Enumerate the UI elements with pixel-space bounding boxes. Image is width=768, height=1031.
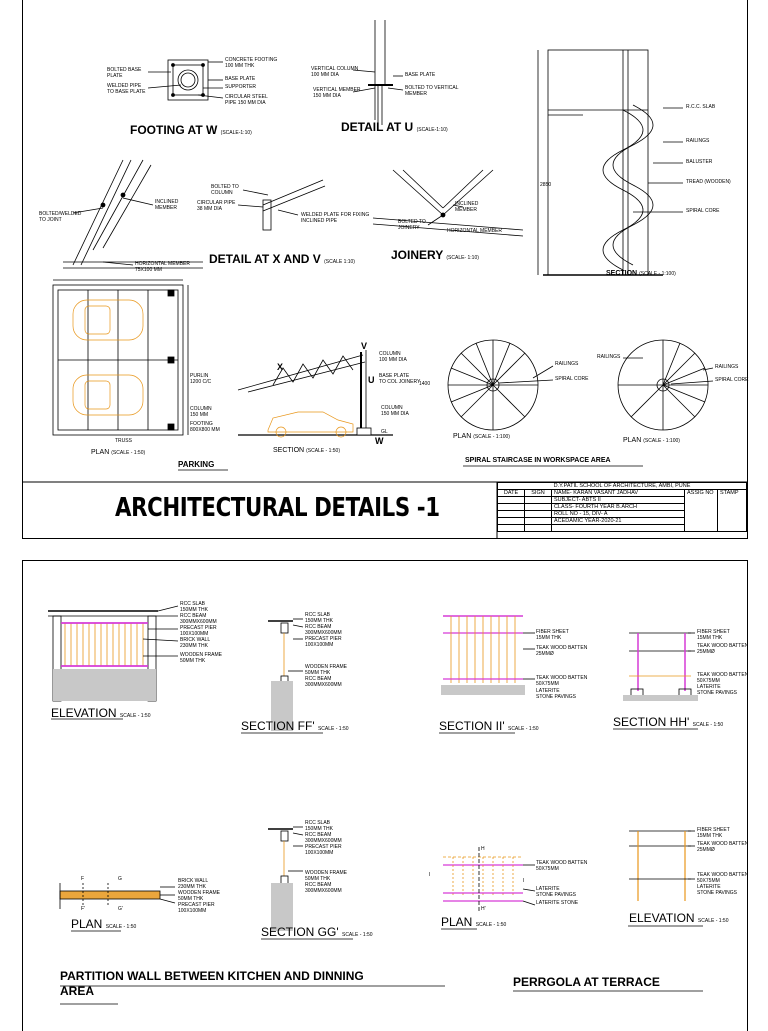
- parking-plan-label: COLUMN 150 MM: [190, 406, 212, 418]
- stair-section-label: BALUSTER: [686, 159, 713, 165]
- sheet-2-drawings: [23, 561, 747, 1031]
- pergola-plan-title: PLAN SCALE - 1:50: [441, 915, 507, 929]
- pergola-plan-label: LATERITE STONE PAVINGS: [536, 886, 577, 898]
- parking-plan-label: TRUSS: [115, 438, 132, 444]
- footing-label: BASE PLATE: [225, 76, 256, 82]
- marker-h: H: [481, 846, 485, 852]
- stair-section-drawing: [538, 50, 683, 275]
- title-block: [497, 482, 747, 532]
- section-hh-label: FIBER SHEET 15MM THK: [697, 629, 730, 641]
- marker-w: W: [375, 436, 384, 446]
- stair-plan-2-title: PLAN (SCALE - 1:100): [623, 437, 680, 444]
- detail-xv-label: HORIZONTAL MEMBER 75X100 MM: [135, 261, 191, 273]
- partition-elev-label: RCC BEAM 300MMX600MM: [180, 613, 217, 625]
- partition-elevation-title: ELEVATION SCALE - 1:50: [51, 706, 151, 720]
- section-ff-label: RCC BEAM 300MMX600MM: [305, 676, 342, 688]
- parking-section-label: COLUMN 150 MM DIA: [381, 405, 409, 417]
- stair-plan-2-label: SPIRAL CORE: [715, 377, 749, 383]
- marker-f-prime: F': [81, 906, 86, 912]
- pergola-elev-label: TEAK WOOD BATTEN 25MMØ: [697, 841, 749, 853]
- stair-plan-1-drawing: [448, 340, 553, 430]
- stair-plan-2-label: RAILINGS: [715, 364, 739, 370]
- parking-caption: PARKING: [178, 460, 215, 469]
- section-gg-label: WOODEN FRAME 50MM THK: [305, 870, 347, 882]
- partition-elev-label: BRICK WALL 230MM THK: [180, 637, 211, 649]
- academic-year: ACEDAMIC YEAR-2020-21: [552, 518, 685, 525]
- footing-label: CONCRETE FOOTING 100 MM THK: [225, 57, 278, 69]
- stair-section-label: RAILINGS: [686, 138, 710, 144]
- section-hh-title: SECTION HH' SCALE - 1:50: [613, 715, 724, 729]
- pergola-caption: PERRGOLA AT TERRACE: [513, 975, 660, 989]
- marker-f: F: [81, 876, 85, 882]
- marker-x: X: [277, 362, 284, 372]
- marker-v: V: [361, 341, 368, 351]
- partition-elev-label: RCC SLAB 150MM THK: [180, 601, 208, 613]
- parking-plan-drawing: [53, 280, 188, 435]
- parking-plan-title: PLAN (SCALE - 1:50): [91, 449, 146, 456]
- section-ii-label: TEAK WOOD BATTEN 50X75MM: [536, 675, 588, 687]
- section-ii-title: SECTION II' SCALE - 1:50: [439, 719, 539, 733]
- section-gg-drawing: [268, 827, 303, 931]
- section-ii-label: LATERITE STONE PAVINGS: [536, 688, 577, 700]
- section-ff-label: RCC BEAM 300MMX600MM: [305, 624, 342, 636]
- section-ii-drawing: [441, 616, 535, 695]
- footing-label: WELDED PIPE TO BASE PLATE: [107, 83, 146, 95]
- section-ff-drawing: [268, 619, 303, 731]
- stair-plan-1-title: PLAN (SCALE - 1:100): [453, 433, 510, 440]
- class: CLASS- FOURTH YEAR B.ARCH: [552, 504, 685, 511]
- footing-w-drawing: [148, 60, 223, 100]
- sign-header: SIGN: [525, 490, 552, 497]
- joinery-drawing: [373, 170, 523, 236]
- partition-elev-label: WOODEN FRAME 50MM THK: [180, 652, 222, 664]
- detail-u-title: DETAIL AT U (SCALE-1:10): [341, 120, 448, 134]
- roll-no: ROLL NO - 15, DIV- A: [552, 511, 685, 518]
- stair-plan-1-dimension: 1400: [419, 381, 431, 387]
- detail-xv-label: INCLINED MEMBER: [155, 199, 179, 211]
- detail-u-label: VERTICAL COLUMN 100 MM DIA: [311, 66, 359, 78]
- stair-plan-2-label: RAILINGS: [597, 354, 621, 360]
- detail-xv-label: BOLTED/WELDED TO JOINT: [39, 211, 82, 223]
- section-hh-drawing: [623, 633, 698, 701]
- sheet-1-drawings: [23, 0, 747, 538]
- parking-section-title: SECTION (SCALE - 1:50): [273, 447, 340, 454]
- pergola-elev-label: TEAK WOOD BATTEN 50X75MM: [697, 872, 749, 884]
- stair-plan-1-label: RAILINGS: [555, 361, 579, 367]
- partition-caption: PARTITION WALL BETWEEN KITCHEN AND DINNING AREA: [60, 969, 364, 998]
- partition-elevation-drawing: [48, 606, 178, 701]
- partition-plan-label: PRECAST PIER 100X100MM: [178, 902, 215, 914]
- pergola-elevation-title: ELEVATION SCALE - 1:50: [629, 911, 729, 925]
- school-name: D.Y.PATIL SCHOOL OF ARCHITECTURE, AMBI, PUNE: [498, 483, 747, 490]
- marker-h-prime: H': [481, 906, 486, 912]
- stair-plan-1-label: SPIRAL CORE: [555, 376, 589, 382]
- footing-label: BOLTED BASE PLATE: [107, 67, 142, 79]
- pergola-plan-drawing: [443, 847, 535, 911]
- subject: SUBJECT- ABTS II: [552, 497, 685, 504]
- detail-u-drawing: [353, 20, 403, 125]
- partition-plan-label: WOODEN FRAME 50MM THK: [178, 890, 220, 902]
- drawing-sheet-1: [22, 0, 748, 539]
- detail-xv-label: BOLTED TO COLUMN: [211, 184, 239, 196]
- joinery-title: JOINERY (SCALE- 1:10): [391, 248, 479, 262]
- section-ff-label: RCC SLAB 150MM THK: [305, 612, 333, 624]
- marker-g: G: [118, 876, 122, 882]
- partition-plan-label: BRICK WALL 230MM THK: [178, 878, 209, 890]
- partition-elev-label: PRECAST PIER 100X100MM: [180, 625, 217, 637]
- section-gg-label: RCC SLAB 150MM THK: [305, 820, 333, 832]
- joinery-label: BOLTED TO JOINERY: [398, 219, 426, 231]
- section-hh-label: TEAK WOOD BATTEN 50X75MM: [697, 672, 749, 684]
- pergola-plan-label: LATERITE STONE: [536, 900, 579, 906]
- stair-section-dimension: 2850: [540, 182, 552, 188]
- partition-plan-title: PLAN SCALE - 1:50: [71, 917, 137, 931]
- detail-xv-label: CIRCULAR PIPE 38 MM DIA: [197, 200, 236, 212]
- assig-no: ASSIG NO: [685, 490, 718, 532]
- stair-section-label: R.C.C. SLAB: [686, 104, 716, 110]
- detail-u-label: BASE PLATE: [405, 72, 436, 78]
- marker-g-prime: G': [118, 906, 123, 912]
- pergola-elev-label: FIBER SHEET 15MM THK: [697, 827, 730, 839]
- footing-label: SUPPORTER: [225, 84, 257, 90]
- pergola-elevation-drawing: [629, 831, 695, 901]
- section-ff-title: SECTION FF' SCALE - 1:50: [241, 719, 349, 733]
- section-gg-label: RCC BEAM 300MMX600MM: [305, 832, 342, 844]
- footing-label: CIRCULAR STEEL PIPE 150 MM DIA: [225, 94, 268, 106]
- parking-section-label: COLUMN 100 MM DIA: [379, 351, 407, 363]
- marker-u: U: [368, 375, 375, 385]
- staircase-caption: SPIRAL STAIRCASE IN WORKSPACE AREA: [465, 457, 611, 464]
- stamp: STAMP: [718, 490, 747, 532]
- section-ii-label: TEAK WOOD BATTEN 25MMØ: [536, 645, 588, 657]
- section-ii-label: FIBER SHEET 15MM THK: [536, 629, 569, 641]
- parking-plan-label: PURLIN 1200 C/C: [190, 373, 212, 385]
- date-header: DATE: [498, 490, 525, 497]
- footing-w-title: FOOTING AT W (SCALE-1:10): [130, 123, 252, 137]
- stair-section-label: TREAD (WOODEN): [686, 179, 731, 185]
- marker-i-prime: I: [523, 878, 525, 884]
- pergola-elev-label: LATERITE STONE PAVINGS: [697, 884, 738, 896]
- joinery-label: INCLINED MEMBER: [455, 201, 479, 213]
- section-ff-label: WOODEN FRAME 50MM THK: [305, 664, 347, 676]
- stair-section-label: SPIRAL CORE: [686, 208, 720, 214]
- detail-x-drawing: [63, 160, 203, 268]
- drawing-sheet-2: [22, 560, 748, 1031]
- detail-u-label: VERTICAL MEMBER 150 MM DIA: [313, 87, 361, 99]
- parking-section-label: BASE PLATE TO COL JOINERY: [379, 373, 421, 385]
- main-title: ARCHITECTURAL DETAILS -1: [115, 493, 440, 523]
- stair-plan-2-drawing: [618, 340, 713, 430]
- section-gg-label: PRECAST PIER 100X100MM: [305, 844, 342, 856]
- section-hh-label: TEAK WOOD BATTEN 25MMØ: [697, 643, 749, 655]
- stair-section-title: SECTION (SCALE - 1:100): [606, 270, 676, 277]
- parking-section-drawing: [238, 350, 393, 437]
- section-ff-label: PRECAST PIER 100X100MM: [305, 636, 342, 648]
- pergola-plan-label: TEAK WOOD BATTEN 50X75MM: [536, 860, 588, 872]
- joinery-label: HORIZONTAL MEMBER: [447, 228, 503, 234]
- detail-xv-label: WELDED PLATE FOR FIXING INCLINED PIPE: [301, 212, 370, 224]
- section-gg-title: SECTION GG' SCALE - 1:50: [261, 925, 373, 939]
- parking-plan-label: FOOTING 800X800 MM: [190, 421, 220, 433]
- parking-section-label: GL: [381, 429, 388, 435]
- section-hh-label: LATERITE STONE PAVINGS: [697, 684, 738, 696]
- marker-i: I: [429, 872, 431, 878]
- detail-xv-title: DETAIL AT X AND V (SCALE 1:10): [209, 252, 355, 266]
- detail-u-label: BOLTED TO VERTICAL MEMBER: [405, 85, 459, 97]
- section-gg-label: RCC BEAM 300MMX600MM: [305, 882, 342, 894]
- student-name: NAME- KARAN VASANT JADHAV: [552, 490, 685, 497]
